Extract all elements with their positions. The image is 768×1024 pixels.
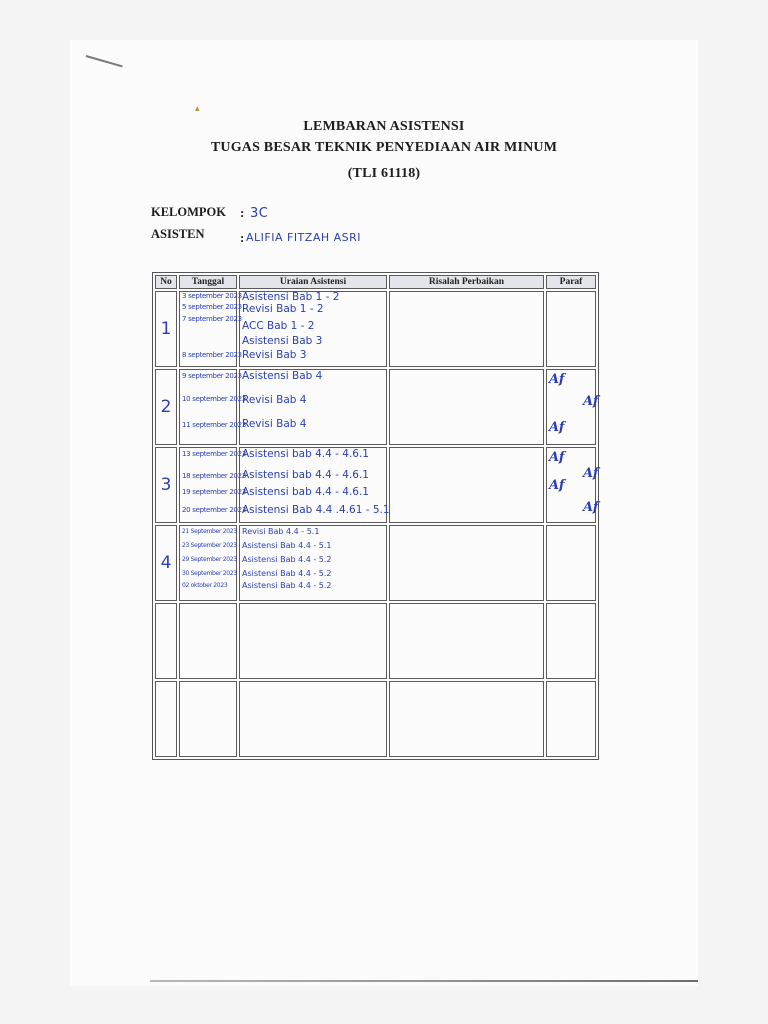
- row-number: 2: [160, 397, 172, 417]
- date-cell: [179, 603, 237, 679]
- uraian-cell: [239, 525, 387, 601]
- date-entry: 13 september 2023: [182, 450, 246, 458]
- task-entry: Asistensi Bab 4.4 - 5.1: [242, 541, 332, 550]
- risalah-cell: [389, 681, 544, 757]
- task-entry: Revisi Bab 1 - 2: [242, 303, 324, 315]
- paraf-cell: [546, 603, 596, 679]
- date-entry: 20 september 2023: [182, 506, 246, 514]
- date-entry: 18 september 2023: [182, 472, 246, 480]
- header-paraf: Paraf: [546, 275, 596, 289]
- date-entry: 7 september 2023: [182, 315, 242, 323]
- risalah-cell: [389, 369, 544, 445]
- row-number-cell: [155, 681, 177, 757]
- table-row-empty: [155, 681, 596, 757]
- paraf-signature: Af: [583, 500, 599, 515]
- date-entry: 11 september 2023: [182, 421, 246, 429]
- paraf-cell: [546, 291, 596, 367]
- paraf-signature: Af: [549, 450, 565, 465]
- date-entry: 23 September 2023: [182, 542, 237, 549]
- header-risalah: Risalah Perbaikan: [389, 275, 544, 289]
- task-entry: Revisi Bab 4: [242, 394, 307, 406]
- row-number: 1: [160, 319, 172, 339]
- task-entry: Asistensi Bab 4.4 - 5.2: [242, 569, 332, 578]
- paraf-signature: Af: [549, 478, 565, 493]
- row-number: 3: [160, 475, 172, 495]
- table-header-row: [155, 275, 596, 289]
- date-entry: 21 September 2023: [182, 528, 237, 535]
- uraian-cell: [239, 681, 387, 757]
- task-entry: Asistensi Bab 4: [242, 370, 323, 382]
- date-cell: [179, 525, 237, 601]
- table-row: [155, 291, 596, 367]
- document-title: LEMBARAN ASISTENSI: [303, 119, 465, 134]
- date-entry: 19 september 2023: [182, 488, 246, 496]
- paraf-signature: Af: [583, 394, 599, 409]
- date-entry: 3 september 2023: [182, 292, 242, 300]
- paraf-cell: [546, 525, 596, 601]
- header-tanggal: Tanggal: [179, 275, 237, 289]
- row-number: 4: [160, 553, 172, 573]
- paraf-signature: Af: [549, 372, 565, 387]
- asisten-value: ALIFIA FITZAH ASRI: [246, 231, 362, 244]
- kelompok-colon: :: [240, 205, 245, 220]
- assistance-table: [152, 272, 599, 760]
- task-entry: Asistensi Bab 1 - 2: [242, 291, 340, 303]
- kelompok-label: KELOMPOK: [151, 205, 226, 219]
- document-subtitle: TUGAS BESAR TEKNIK PENYEDIAAN AIR MINUM: [210, 140, 558, 155]
- date-entry: 30 September 2023: [182, 570, 237, 577]
- asisten-label: ASISTEN: [151, 227, 205, 241]
- table-row: [155, 369, 596, 445]
- date-entry: 29 September 2023: [182, 556, 237, 563]
- row-number-cell: [155, 291, 177, 367]
- uraian-cell: [239, 603, 387, 679]
- table-row: [155, 525, 596, 601]
- task-entry: Asistensi Bab 4.4 - 5.2: [242, 555, 332, 564]
- row-number-cell: [155, 447, 177, 523]
- date-cell: [179, 447, 246, 523]
- risalah-cell: [389, 525, 544, 601]
- task-entry: Asistensi bab 4.4 - 4.6.1: [242, 486, 369, 498]
- date-entry: 9 september 2023: [182, 372, 242, 380]
- task-entry: Asistensi bab 4.4 - 4.6.1: [242, 469, 369, 481]
- date-cell: [179, 681, 237, 757]
- table-row-empty: [155, 603, 596, 679]
- paraf-cell: [546, 447, 599, 523]
- header-no: No: [155, 275, 177, 289]
- asisten-colon: :: [240, 230, 245, 245]
- row-number-cell: [155, 369, 177, 445]
- paraf-cell: [546, 681, 596, 757]
- task-entry: Asistensi Bab 4.4 .4.61 - 5.1: [242, 504, 390, 516]
- row-number-cell: [155, 603, 177, 679]
- task-entry: Asistensi Bab 3: [242, 335, 323, 347]
- uraian-cell: [239, 369, 387, 445]
- task-entry: Asistensi Bab 4.4 - 5.2: [242, 581, 332, 590]
- paraf-signature: Af: [549, 420, 565, 435]
- ink-dot: ▴: [195, 104, 200, 114]
- risalah-cell: [389, 603, 544, 679]
- kelompok-value: 3C: [250, 206, 269, 221]
- risalah-cell: [389, 291, 544, 367]
- date-entry: 02 oktober 2023: [182, 582, 228, 589]
- paraf-signature: Af: [583, 466, 599, 481]
- row-number-cell: [155, 525, 177, 601]
- date-entry: 5 september 2023: [182, 303, 242, 311]
- date-cell: [179, 291, 242, 367]
- task-entry: Revisi Bab 4: [242, 418, 307, 430]
- task-entry: Asistensi bab 4.4 - 4.6.1: [242, 448, 369, 460]
- date-cell: [179, 369, 246, 445]
- header-uraian: Uraian Asistensi: [239, 275, 387, 289]
- task-entry: Revisi Bab 4.4 - 5.1: [242, 527, 320, 536]
- paraf-cell: [546, 369, 599, 445]
- uraian-cell: [239, 291, 387, 367]
- date-entry: 10 september 2023: [182, 395, 246, 403]
- table-row: [155, 447, 596, 523]
- task-entry: Revisi Bab 3: [242, 349, 307, 361]
- uraian-cell: [239, 447, 390, 523]
- task-entry: ACC Bab 1 - 2: [242, 320, 315, 332]
- risalah-cell: [389, 447, 544, 523]
- paper-bottom-edge: [150, 980, 698, 982]
- course-code: (TLI 61118): [347, 166, 421, 181]
- date-entry: 8 september 2023: [182, 351, 242, 359]
